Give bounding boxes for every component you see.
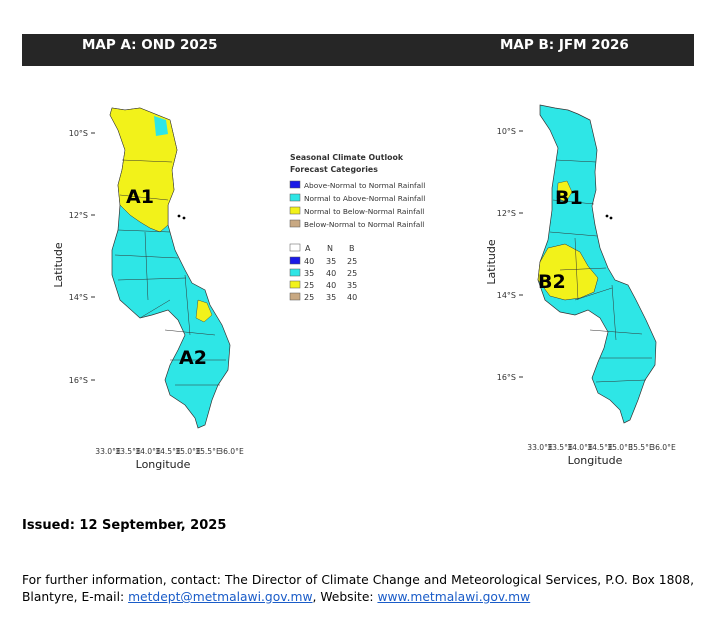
issued-date: Issued: 12 September, 2025 xyxy=(22,518,227,533)
legend-table-swatch xyxy=(290,257,300,264)
map-b-zone-b2: B2 xyxy=(538,271,566,293)
legend-title-line1: Seasonal Climate Outlook xyxy=(290,153,404,162)
map-b-island-dot xyxy=(610,217,613,220)
map-b-island-dot xyxy=(606,215,609,218)
map-a-lat-tick: 16°S xyxy=(68,376,88,385)
map-a-lon-tick: 33.5°E xyxy=(115,447,141,456)
website-link[interactable]: www.metmalawi.gov.mw xyxy=(377,590,531,604)
map-a-title: MAP A: OND 2025 xyxy=(82,37,218,53)
legend-swatch xyxy=(290,194,300,201)
map-b-lat-tick: 12°S xyxy=(496,209,516,218)
map-b-lon-tick: 33.0°E xyxy=(527,443,553,452)
legend-category-label: Normal to Below-Normal Rainfall xyxy=(304,207,425,216)
legend-category-label: Below-Normal to Normal Rainfall xyxy=(304,220,425,229)
legend-table-swatch xyxy=(290,293,300,300)
legend xyxy=(290,153,425,302)
map-a-lat-tick: 10°S xyxy=(68,129,88,138)
map-a-lon-tick: 35.5°E xyxy=(195,447,221,456)
map-a-zone-a2: A2 xyxy=(179,347,207,369)
map-a-lon-tick: 36.0°E xyxy=(218,447,244,456)
legend-table-swatch-empty xyxy=(290,244,300,251)
map-b-lon-tick: 34.5°E xyxy=(587,443,613,452)
map-a-island-dot xyxy=(183,217,186,220)
legend-table-swatch xyxy=(290,281,300,288)
map-a-island-dot xyxy=(178,215,181,218)
map-a-lon-tick: 33.0°E xyxy=(95,447,121,456)
legend-table-cell: 40 xyxy=(326,269,337,278)
contact-text: For further information, contact: The Director of Climate Change and Meteorological Services, P.O. Box 1808, Blantyre, E-mail: xyxy=(22,573,694,604)
map-a-lon-tick: 34.0°E xyxy=(135,447,161,456)
legend-table-cell: 35 xyxy=(304,269,315,278)
legend-swatch xyxy=(290,207,300,214)
legend-table-cell: 25 xyxy=(304,281,315,290)
legend-category-label: Above-Normal to Normal Rainfall xyxy=(304,181,426,190)
map-a-xlabel: Longitude xyxy=(135,458,191,471)
map-a-lon-tick: 34.5°E xyxy=(155,447,181,456)
map-b-lon-tick: 33.5°E xyxy=(547,443,573,452)
map-b-xlabel: Longitude xyxy=(567,454,623,467)
website-prefix: , Website: xyxy=(312,590,378,604)
map-b-lon-tick: 34.0°E xyxy=(567,443,593,452)
legend-table-cell: 25 xyxy=(347,269,358,278)
legend-title-line2: Forecast Categories xyxy=(290,165,378,174)
map-a-lat-tick: 12°S xyxy=(68,211,88,220)
legend-table-cell: 40 xyxy=(326,281,337,290)
map-a-zone-a1: A1 xyxy=(126,186,154,208)
map-b-ylabel: Latitude xyxy=(485,239,498,285)
map-b xyxy=(485,105,676,467)
legend-table-cell: 25 xyxy=(347,257,358,266)
map-a xyxy=(52,108,244,471)
legend-table-header: A xyxy=(305,244,311,253)
legend-table-swatch xyxy=(290,269,300,276)
map-b-lon-tick: 36.0°E xyxy=(650,443,676,452)
legend-category-label: Normal to Above-Normal Rainfall xyxy=(304,194,426,203)
map-b-lat-tick: 16°S xyxy=(496,373,516,382)
legend-table-cell: 35 xyxy=(326,257,337,266)
contact-paragraph xyxy=(22,572,694,606)
legend-swatch xyxy=(290,220,300,227)
legend-swatch xyxy=(290,181,300,188)
legend-table-header: B xyxy=(349,244,355,253)
legend-table-cell: 25 xyxy=(304,293,315,302)
map-b-lat-tick: 10°S xyxy=(496,127,516,136)
legend-table-header: N xyxy=(327,244,333,253)
legend-table-cell: 40 xyxy=(304,257,315,266)
map-b-lat-tick: 14°S xyxy=(496,291,516,300)
legend-table-cell: 35 xyxy=(326,293,337,302)
map-a-lat-tick: 14°S xyxy=(68,293,88,302)
map-b-title: MAP B: JFM 2026 xyxy=(500,37,629,53)
legend-table-cell: 35 xyxy=(347,281,358,290)
legend-table-cell: 40 xyxy=(347,293,358,302)
map-b-lon-tick: 35.0°E xyxy=(607,443,633,452)
map-a-ylabel: Latitude xyxy=(52,242,65,288)
map-b-zone-b1: B1 xyxy=(555,187,583,209)
map-b-lon-tick: 35.5°E xyxy=(628,443,654,452)
email-link[interactable]: metdept@metmalawi.gov.mw xyxy=(128,590,313,604)
map-a-lon-tick: 35.0°E xyxy=(175,447,201,456)
